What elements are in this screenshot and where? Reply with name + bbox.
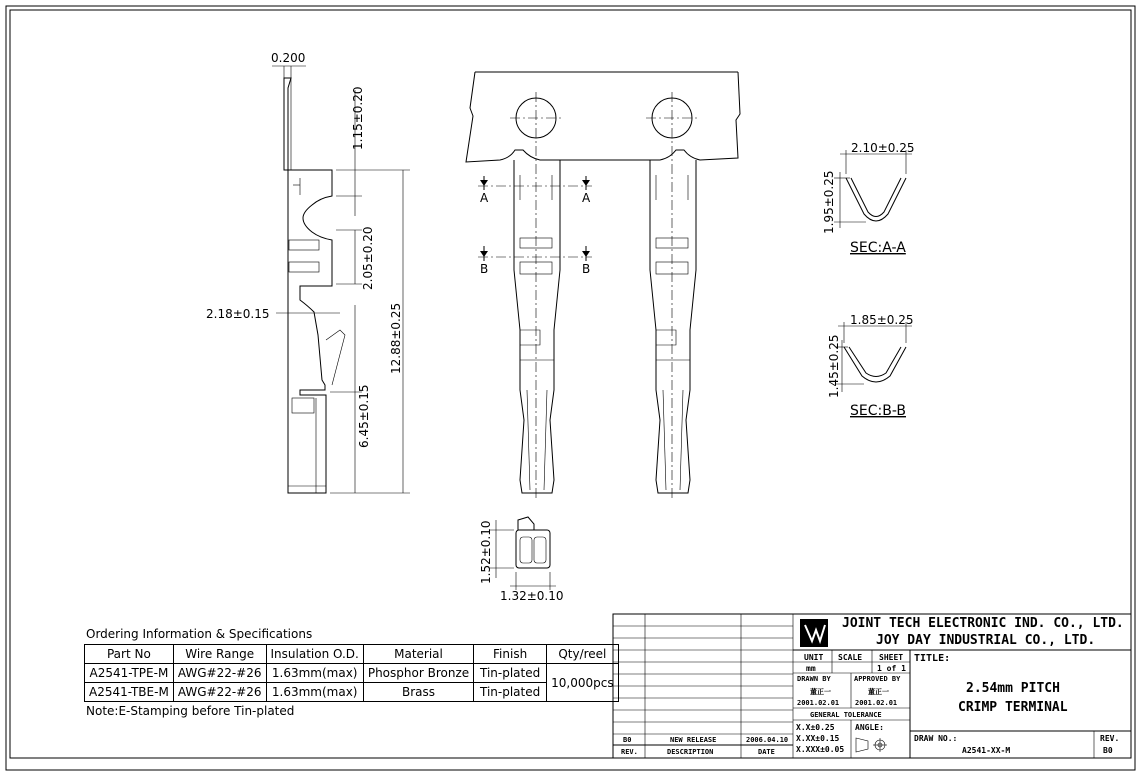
tolerance-3: X.XXX±0.05 <box>796 745 845 754</box>
col-part-no: Part No <box>85 645 174 664</box>
section-a-label: SEC:A-A <box>850 240 906 256</box>
cell-insulation: 1.63mm(max) <box>266 683 363 702</box>
dim-sec-a-height: 1.95±0.25 <box>822 170 836 234</box>
dim-end-height: 1.52±0.10 <box>479 520 493 584</box>
dim-thickness: 0.200 <box>271 51 306 65</box>
dim-window-height: 2.05±0.20 <box>361 226 375 290</box>
drawn-by-name: 董正一 <box>810 688 831 696</box>
angle-label: ANGLE: <box>855 723 884 732</box>
cell-wire-range: AWG#22-#26 <box>173 683 266 702</box>
col-insulation: Insulation O.D. <box>266 645 363 664</box>
rev-row-description: NEW RELEASE <box>670 736 717 744</box>
section-mark-b-left: B <box>480 262 489 276</box>
col-finish: Finish <box>474 645 547 664</box>
dim-tab-height: 1.15±0.20 <box>351 86 365 150</box>
table-row <box>85 664 619 683</box>
rev-header-rev: REV. <box>621 748 638 756</box>
draw-no-label: DRAW NO.: <box>914 734 958 743</box>
sheet-label: SHEET <box>879 653 904 662</box>
section-mark-a-right: A <box>582 191 591 205</box>
projection-symbol <box>856 738 868 752</box>
rev-label: REV. <box>1100 734 1120 743</box>
title-label: TITLE: <box>914 653 951 664</box>
rev-header-date: DATE <box>758 748 775 756</box>
title-line-1: 2.54mm PITCH <box>966 681 1060 696</box>
dim-end-width: 1.32±0.10 <box>500 589 564 603</box>
company-name-2: JOY DAY INDUSTRIAL CO., LTD. <box>876 633 1096 648</box>
draw-no: A2541-XX-M <box>962 746 1011 755</box>
general-tolerance: GENERAL TOLERANCE <box>810 711 882 719</box>
section-a-a <box>834 150 912 228</box>
cell-material: Phosphor Bronze <box>363 664 473 683</box>
dim-sec-b-width: 1.85±0.25 <box>850 313 914 327</box>
approved-by-label: APPROVED BY <box>854 675 901 683</box>
section-b-label: SEC:B-B <box>850 403 906 419</box>
section-b-b <box>836 322 912 392</box>
drawn-date: 2001.02.01 <box>797 699 840 707</box>
tolerance-1: X.X±0.25 <box>796 723 835 732</box>
dim-width: 2.18±0.15 <box>206 307 270 321</box>
cell-qty: 10,000pcs <box>547 664 618 702</box>
cell-part-no: A2541-TPE-M <box>85 664 174 683</box>
dim-total-length: 12.88±0.25 <box>389 302 403 374</box>
rev-row-rev: B0 <box>623 736 632 744</box>
rev-header-description: DESCRIPTION <box>667 748 714 756</box>
col-material: Material <box>363 645 473 664</box>
drawn-by-label: DRAWN BY <box>797 675 831 683</box>
spec-table <box>84 644 619 702</box>
spec-note: Note:E-Stamping before Tin-plated <box>86 704 295 718</box>
cell-material: Brass <box>363 683 473 702</box>
cell-wire-range: AWG#22-#26 <box>173 664 266 683</box>
approved-date: 2001.02.01 <box>855 699 898 707</box>
unit-value: mm <box>806 664 816 673</box>
dim-sec-b-height: 1.45±0.25 <box>827 334 841 398</box>
section-mark-b-right: B <box>582 262 591 276</box>
spec-caption: Ordering Information & Specifications <box>86 627 313 641</box>
cell-finish: Tin-plated <box>474 664 547 683</box>
sheet-value: 1 of 1 <box>877 664 906 673</box>
section-mark-a-left: A <box>480 191 489 205</box>
spec-header-row <box>85 645 619 664</box>
rev-value: B0 <box>1103 746 1113 755</box>
company-name-1: JOINT TECH ELECTRONIC IND. CO., LTD. <box>842 616 1124 631</box>
end-view <box>490 517 556 590</box>
top-view <box>466 72 740 500</box>
col-qty: Qty/reel <box>547 645 618 664</box>
side-view <box>272 66 410 493</box>
cell-finish: Tin-plated <box>474 683 547 702</box>
scale-label: SCALE <box>838 653 863 662</box>
dim-contact-length: 6.45±0.15 <box>357 384 371 448</box>
cell-part-no: A2541-TBE-M <box>85 683 174 702</box>
approved-by-name: 董正一 <box>868 688 889 696</box>
dim-sec-a-width: 2.10±0.25 <box>851 141 915 155</box>
col-wire-range: Wire Range <box>173 645 266 664</box>
tolerance-2: X.XX±0.15 <box>796 734 840 743</box>
table-row <box>85 683 619 702</box>
title-line-2: CRIMP TERMINAL <box>958 700 1068 715</box>
unit-label: UNIT <box>804 653 824 662</box>
rev-row-date: 2006.04.10 <box>746 736 789 744</box>
ordering-spec-section <box>84 627 619 718</box>
cell-insulation: 1.63mm(max) <box>266 664 363 683</box>
